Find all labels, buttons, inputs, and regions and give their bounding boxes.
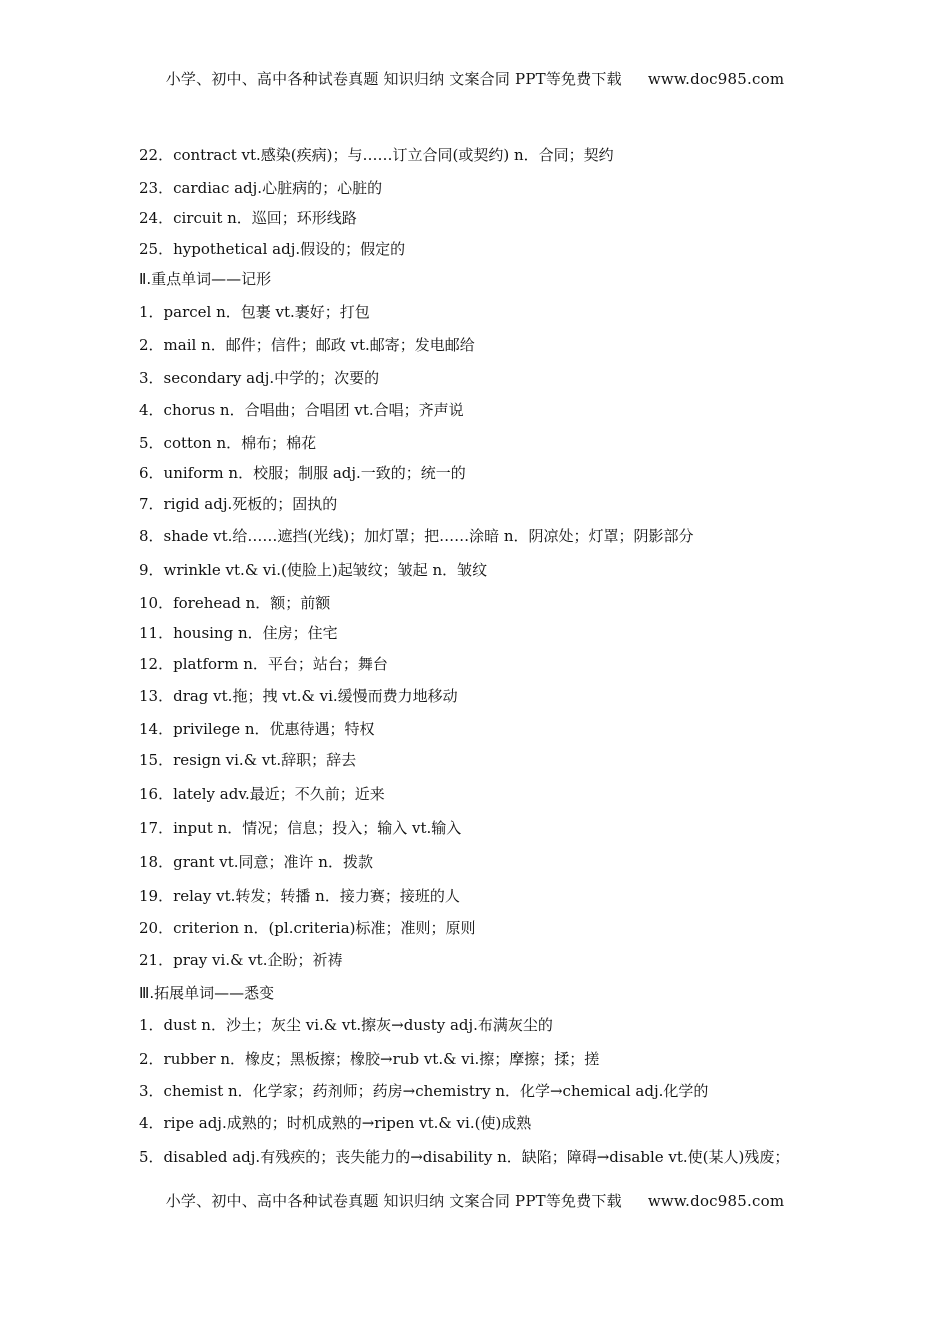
list-item: 4．ripe adj.成熟的；时机成熟的→ripen vt.& vi.(使)成熟 bbox=[139, 1114, 532, 1132]
footer-text: 小学、初中、高中各种试卷真题 知识归纳 文案合同 PPT等免费下载 bbox=[165, 1192, 622, 1210]
list-item: 1．parcel n．包裹 vt.裹好；打包 bbox=[139, 303, 370, 321]
list-item: 1．dust n．沙土；灰尘 vi.& vt.擦灰→dusty adj.布满灰尘的 bbox=[139, 1016, 553, 1034]
list-item: 17．input n．情况；信息；投入；输入 vt.输入 bbox=[139, 819, 462, 837]
list-item: 16．lately adv.最近；不久前；近来 bbox=[139, 785, 385, 803]
list-item: 24．circuit n．巡回；环形线路 bbox=[139, 209, 357, 227]
list-item: 22．contract vt.感染(疾病)；与……订立合同(或契约) n．合同；契约 bbox=[139, 146, 614, 164]
section-heading: Ⅱ.重点单词——记形 bbox=[139, 270, 272, 288]
list-item: 3．secondary adj.中学的；次要的 bbox=[139, 369, 380, 387]
list-item: 23．cardiac adj.心脏病的；心脏的 bbox=[139, 179, 383, 197]
list-item: 14．privilege n．优惠待遇；特权 bbox=[139, 720, 375, 738]
list-item: 2．rubber n．橡皮；黑板擦；橡胶→rub vt.& vi.擦；摩擦；揉；搓 bbox=[139, 1050, 600, 1068]
list-item: 11．housing n．住房；住宅 bbox=[139, 624, 338, 642]
list-item: 19．relay vt.转发；转播 n．接力赛；接班的人 bbox=[139, 887, 460, 905]
list-item: 4．chorus n．合唱曲；合唱团 vt.合唱；齐声说 bbox=[139, 401, 464, 419]
header-site: www.doc985.com bbox=[647, 70, 785, 88]
list-item: 18．grant vt.同意；准许 n．拨款 bbox=[139, 853, 373, 871]
section-heading: Ⅲ.拓展单词——悉变 bbox=[139, 984, 275, 1002]
list-item: 8．shade vt.给……遮挡(光线)；加灯罩；把……涂暗 n．阴凉处；灯罩；阴影部分 bbox=[139, 527, 694, 545]
list-item: 25．hypothetical adj.假设的；假定的 bbox=[139, 240, 406, 258]
list-item: 21．pray vi.& vt.企盼；祈祷 bbox=[139, 951, 343, 969]
list-item: 3．chemist n．化学家；药剂师；药房→chemistry n．化学→chemical adj.化学的 bbox=[139, 1082, 709, 1100]
list-item: 5．cotton n．棉布；棉花 bbox=[139, 434, 317, 452]
list-item: 20．criterion n．(pl.criteria)标准；准则；原则 bbox=[139, 919, 476, 937]
page-footer bbox=[0, 1190, 950, 1211]
list-item: 9．wrinkle vt.& vi.(使脸上)起皱纹；皱起 n．皱纹 bbox=[139, 561, 488, 579]
list-item: 12．platform n．平台；站台；舞台 bbox=[139, 655, 388, 673]
list-item: 10．forehead n．额；前额 bbox=[139, 594, 331, 612]
footer-site: www.doc985.com bbox=[647, 1192, 785, 1210]
list-item: 6．uniform n．校服；制服 adj.一致的；统一的 bbox=[139, 464, 466, 482]
list-item: 13．drag vt.拖；拽 vt.& vi.缓慢而费力地移动 bbox=[139, 687, 458, 705]
page-header bbox=[0, 68, 950, 89]
list-item: 15．resign vi.& vt.辞职；辞去 bbox=[139, 751, 357, 769]
list-item: 2．mail n．邮件；信件；邮政 vt.邮寄；发电邮给 bbox=[139, 336, 475, 354]
list-item: 7．rigid adj.死板的；固执的 bbox=[139, 495, 338, 513]
list-item: 5．disabled adj.有残疾的；丧失能力的→disability n．缺陷；障碍→disable vt.使(某人)残废； bbox=[139, 1148, 790, 1166]
header-text: 小学、初中、高中各种试卷真题 知识归纳 文案合同 PPT等免费下载 bbox=[165, 70, 622, 88]
